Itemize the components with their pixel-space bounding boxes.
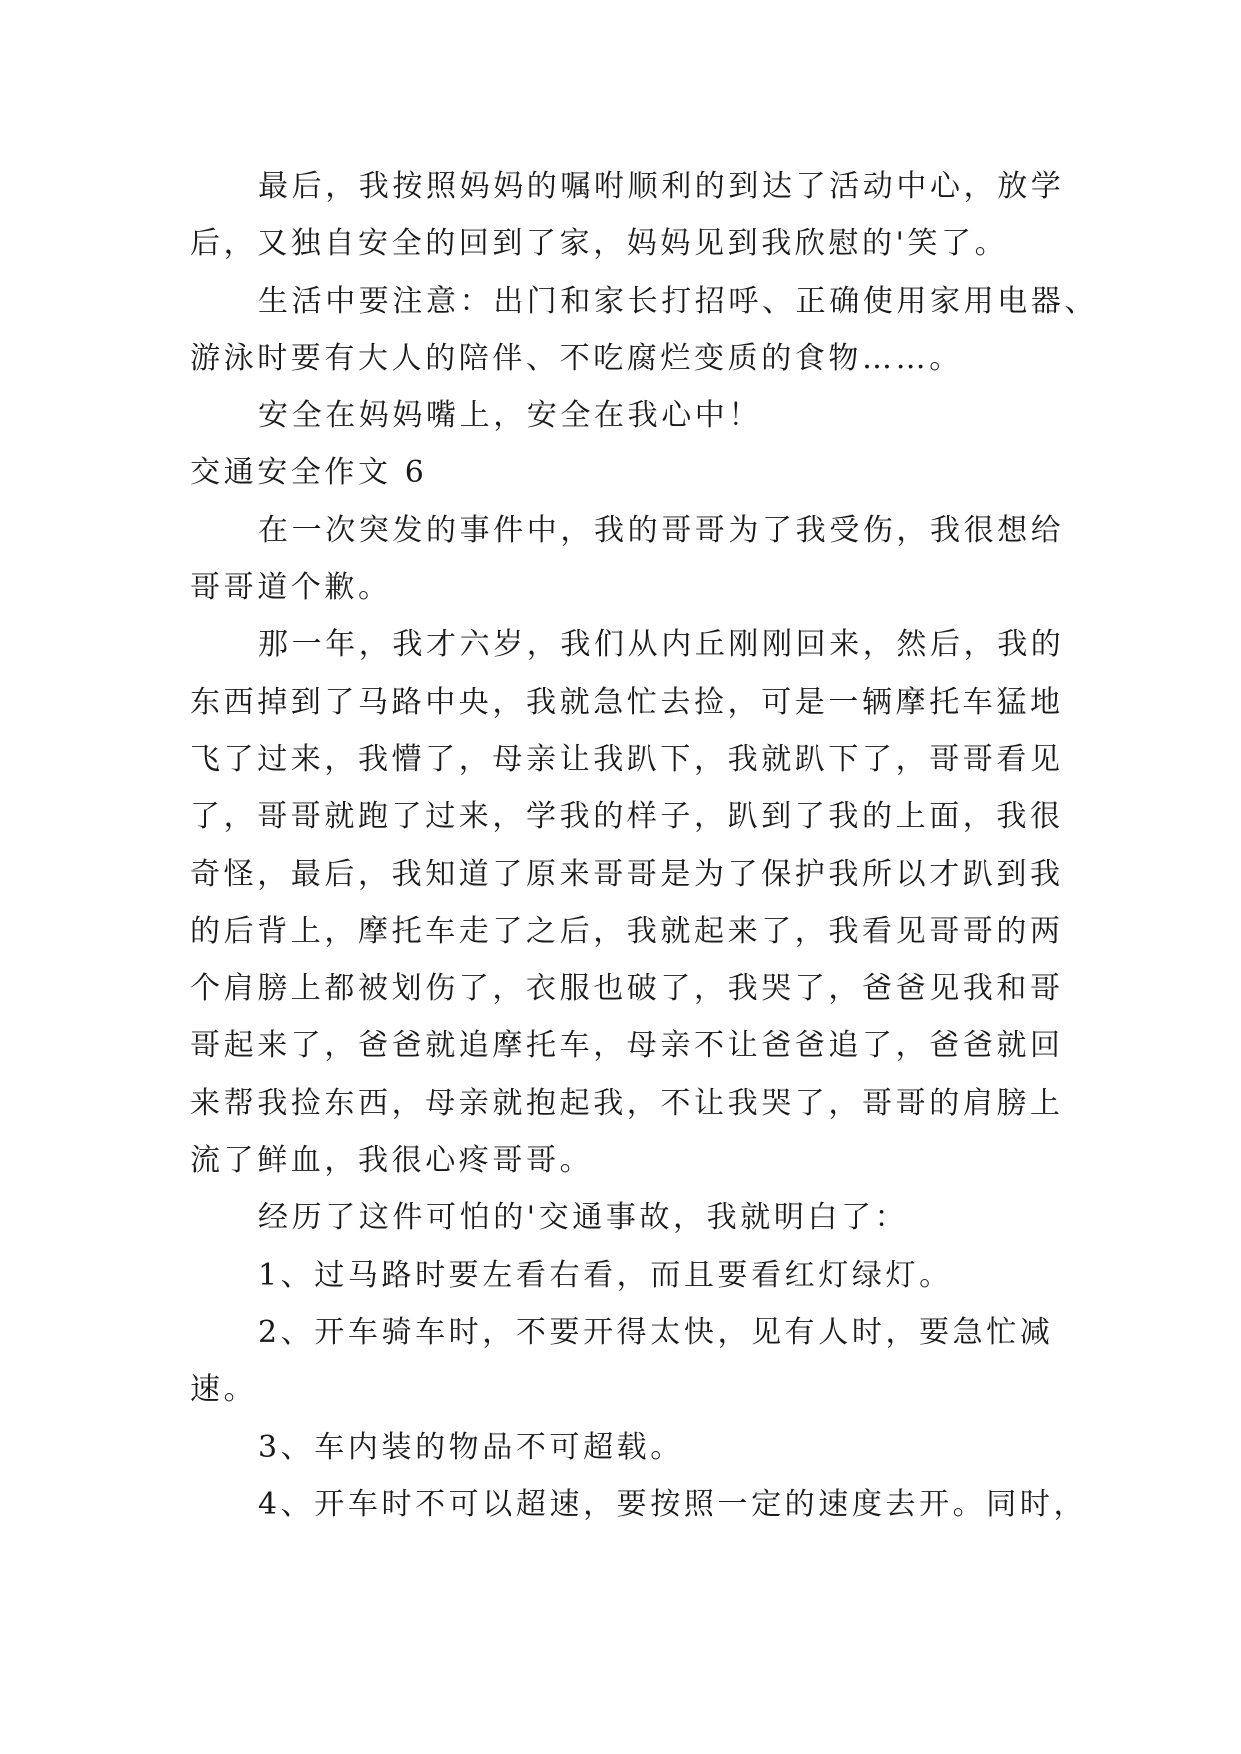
text-line: 东西掉到了马路中央，我就急忙去捡，可是一辆摩托车猛地 <box>190 684 1064 720</box>
text-line: 哥哥道个歉。 <box>190 570 392 606</box>
text-line: 来帮我捡东西，母亲就抱起我，不让我哭了，哥哥的肩膀上 <box>190 1085 1064 1121</box>
text-line: 经历了这件可怕的'交通事故，我就明白了： <box>258 1200 909 1236</box>
text-line: 在一次突发的事件中，我的哥哥为了我受伤，我很想给 <box>258 512 1065 548</box>
list-item: 4、开车时不可以超速，要按照一定的速度去开。同时， <box>258 1486 1088 1522</box>
text-line: 的后背上，摩托车走了之后，我就起来了，我看见哥哥的两 <box>190 913 1064 949</box>
text-line: 后，又独自安全的回到了家，妈妈见到我欣慰的'笑了。 <box>190 226 1009 262</box>
text-line: 个肩膀上都被划伤了，衣服也破了，我哭了，爸爸见我和哥 <box>190 971 1064 1007</box>
text-line: 速。 <box>190 1372 258 1408</box>
text-line: 流了鲜血，我很心疼哥哥。 <box>190 1143 594 1179</box>
document-page <box>190 158 1098 1533</box>
text-line: 了，哥哥就跑了过来，学我的样子，趴到了我的上面，我很 <box>190 799 1064 835</box>
text-line: 安全在妈妈嘴上，安全在我心中！ <box>258 398 762 434</box>
text-line: 生活中要注意：出门和家长打招呼、正确使用家用电器、 <box>258 283 1098 319</box>
section-heading: 交通安全作文 6 <box>190 455 428 491</box>
list-item: 1、过马路时要左看右看，而且要看红灯绿灯。 <box>258 1257 953 1293</box>
text-line: 哥起来了，爸爸就追摩托车，母亲不让爸爸追了，爸爸就回 <box>190 1028 1064 1064</box>
list-item: 3、车内装的物品不可超载。 <box>258 1429 684 1465</box>
text-line: 最后，我按照妈妈的嘱咐顺利的到达了活动中心，放学 <box>258 169 1065 204</box>
text-line: 那一年，我才六岁，我们从内丘刚刚回来，然后，我的 <box>258 627 1065 663</box>
list-item: 2、开车骑车时，不要开得太快，见有人时，要急忙减 <box>258 1314 1054 1350</box>
text-line: 飞了过来，我懵了，母亲让我趴下，我就趴下了，哥哥看见 <box>190 741 1064 777</box>
text-line: 奇怪，最后，我知道了原来哥哥是为了保护我所以才趴到我 <box>190 856 1064 892</box>
text-line: 游泳时要有大人的陪伴、不吃腐烂变质的食物……。 <box>190 340 963 376</box>
